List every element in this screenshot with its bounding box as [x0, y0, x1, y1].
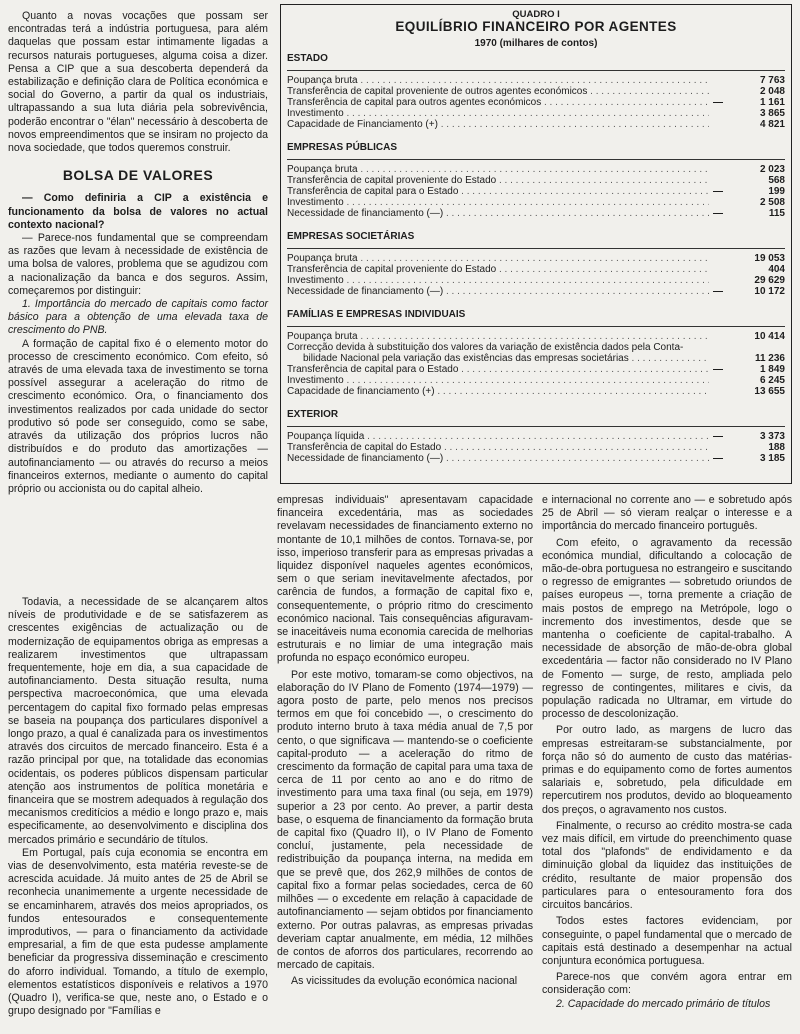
row-label: Transferência de capital proveniente do Estado . . .: [287, 264, 709, 275]
row-label: Poupança bruta . . .: [287, 164, 709, 175]
table-section: [287, 142, 785, 219]
table-row: [287, 97, 785, 108]
table-section-title: ESTADO: [287, 53, 328, 64]
row-sign: —: [713, 286, 723, 297]
row-value: 3 865: [759, 108, 785, 119]
paragraph: A formação de capital fixo é o elemento motor do processo de crescimento económico. Com efeito, só através de uma elevada taxa de investimento se torna possível assegurar a aceleração do ritmo de crescimento económico. Ora, o financiamento dos investimentos realizados por cada unidade do sector produtivo só pode ser conseguido, como se sabe, através da utilização dos próprios lucros não distribuídos e do produto das amortizações — autofinanciamento — ou através do recurso a meios financeiros externos, mediante o aumento do capital próprio ou accionista ou do capital alheio.: [8, 337, 268, 495]
row-value: 3 185: [759, 453, 785, 464]
table-row: [287, 208, 785, 219]
row-value: 188: [768, 442, 785, 453]
table-row: [287, 431, 785, 442]
table-row: [287, 186, 785, 197]
paragraph: Parece-nos que convém agora entrar em consideração com:: [542, 971, 792, 997]
table-row: [287, 331, 785, 342]
section-heading: BOLSA DE VALORES: [62, 167, 214, 184]
row-label: Investimento . . .: [287, 197, 709, 208]
row-label: Poupança bruta . . .: [287, 331, 709, 342]
row-label: Investimento . . .: [287, 275, 709, 286]
row-value: 1 161: [759, 97, 785, 108]
numbered-item: 2. Capacidade do mercado primário de títulos: [556, 997, 771, 1010]
table-row: [287, 264, 785, 275]
row-label: Necessidade de financiamento (—) . . .: [287, 286, 709, 297]
row-value: 3 373: [759, 431, 785, 442]
table-row: [287, 119, 785, 130]
table-row: [287, 342, 785, 364]
table-row: [287, 386, 785, 397]
table-row: [287, 86, 785, 97]
row-label: Necessidade de financiamento (—) . . .: [287, 453, 709, 464]
table-row: [287, 108, 785, 119]
row-value: 13 655: [754, 386, 785, 397]
paragraph: Finalmente, o recurso ao crédito mostra-se cada vez mais difícil, em virtude do preenchimento quase total dos "plafonds" de endividamento e da diminuição global da liquidez das instituições de crédito, resultante de maior propensão dos particulares para o entesouramento fora dos circuitos bancários.: [542, 819, 792, 912]
row-value: 115: [768, 208, 785, 219]
article-column-2: [277, 494, 533, 989]
numbered-item: 1. Importância do mercado de capitais como factor básico para a obtenção de uma elevada taxa de crescimento do PNB.: [8, 298, 268, 337]
row-value: 4 821: [759, 119, 785, 130]
table-section-title: FAMÍLIAS E EMPRESAS INDIVIDUAIS: [287, 309, 466, 320]
row-label-line: Correcção devida à substituição dos valores da variação de existência dados pela Conta-: [287, 342, 684, 353]
row-label: Necessidade de financiamento (—) . . .: [287, 208, 709, 219]
row-sign: —: [713, 97, 723, 108]
interview-question: — Como definiria a CIP a existência e funcionamento da bolsa de valores no actual contexto nacional?: [8, 192, 268, 231]
table-row: [287, 164, 785, 175]
table-row: [287, 286, 785, 297]
table-row: [287, 75, 785, 86]
row-label: Transferência de capital para o Estado . . .: [287, 364, 709, 375]
row-label: Transferência de capital proveniente do Estado . . .: [287, 175, 709, 186]
table-row: [287, 197, 785, 208]
table-row: [287, 275, 785, 286]
row-value: 6 245: [759, 375, 785, 386]
row-value: 404: [768, 264, 785, 275]
paragraph: Quanto a novas vocações que possam ser encontradas terá a indústria portuguesa, para além daquelas que possam estar intimamente ligadas a recursos naturais portugueses, alguma coisa a dizer. Pensa a CIP que a sua descoberta dependerá da estabilização e definição clara de Política económica e social do Governo, a partir da qual os industriais, ultrapassando a sua luta diária pela sobrevivência, poderão encontrar o "élan" necessário à descoberta de novos empreendimentos que se insiram no projecto da nova sociedade, que todos queremos construir.: [8, 10, 268, 155]
paragraph: Todavia, a necessidade de se alcançarem altos níveis de produtividade e de se satisfazerem as crescentes exigências de actualização ou de modernização de equipamentos obriga as empresas a realizarem investimentos que ultrapassam frequentemente, hoje em dia, a sua capacidade de autofinanciamento. Desta situação resulta, numa perspectiva macroeconómica, que uma elevada percentagem do capital fixo formado pelas empresas se baseia na poupança dos particulares disponível a longo prazo, a qual é canalizada para os investimentos através dos circuitos de mercado financeiro. Esta é a razão principal por que, na totalidade das economias ocidentais, os poderes públicos dispensam particular atenção aos instrumentos de política monetária e financeira que se mostrem adequados à regulação dos mecanismos creditícios a médio e longo prazo e, mais especificamente, ao desenvolvimento e disciplina dos mercados primário e secundário de títulos.: [8, 596, 268, 846]
article-column-3: [542, 494, 792, 1011]
table-row: [287, 175, 785, 186]
row-value: 1 849: [759, 364, 785, 375]
row-sign: —: [713, 431, 723, 442]
paragraph: empresas individuais" apresentavam capacidade financeira excedentária, mas as sociedades revelavam necessidades de financiamento externo no montante de 10,1 milhões de contos. Tornava-se, por isso, imperioso transferir para as empresas privadas a liquidez disponível naqueles agentes económicos, sem o que seriam inevitavelmente afectados, por carência de fundos, a formação de capital fixo e, consequentemente, o próprio ritmo do crescimento económico nacional. Tais consequências afiguravam-se inaceitáveis numa economia carecida de melhorias estruturais e no limiar de uma integração mais profunda no espaço económico europeu.: [277, 494, 533, 665]
table-section-title: EXTERIOR: [287, 409, 339, 420]
row-value: 2 023: [759, 164, 785, 175]
row-label-continuation: bilidade Nacional pela variação das existências das empresas societárias . . .: [287, 353, 709, 364]
article-column-1-bottom: [8, 596, 268, 1019]
paragraph: Por outro lado, as margens de lucro das empresas estreitaram-se substancialmente, por força não só do aumento de custo das matérias-primas e do equipamento como de fortes aumentos salariais e, sobretudo, pela dificuldade em repercutirem nos produtos, devido ao bloqueamento dos preços, o agravamento nos custos.: [542, 724, 792, 816]
row-label: Investimento . . .: [287, 375, 709, 386]
table-row: [287, 442, 785, 453]
paragraph: Com efeito, o agravamento da recessão económica mundial, dificultando a colocação de mão-de-obra portuguesa no estrangeiro e suscitando o regresso de emigrantes — sobretudo oriundos de países europeus —, torna premente a criação de mais postos de emprego na Metrópole, logo o incremento dos investimentos, desde que se mantenha o coeficiente de capital-trabalho. A necessidade de absorção de mão-de-obra global excedentária — factor não considerado no IV Plano de Fomento — surge, de resto, ampliada pelo regresso de contingentes, militares e civis, da população radicada no Ultramar, em virtude do processo de descolonização.: [542, 536, 792, 721]
row-label: Poupança líquida . . .: [287, 431, 709, 442]
row-label: Transferência de capital para o Estado . . .: [287, 186, 709, 197]
table-section-title: EMPRESAS SOCIETÁRIAS: [287, 231, 415, 242]
table-section: [287, 409, 785, 464]
table-section: [287, 309, 785, 397]
paragraph: Todos estes factores evidenciam, por conseguinte, o papel fundamental que o mercado de capitais está destinado a desempenhar na actual conjuntura económica portuguesa.: [542, 915, 792, 967]
row-sign: —: [713, 453, 723, 464]
article-column-1-top: [8, 10, 268, 496]
row-sign: —: [713, 208, 723, 219]
row-label: Capacidade de financiamento (+) . . .: [287, 386, 709, 397]
row-sign: —: [713, 364, 723, 375]
row-value: 568: [768, 175, 785, 186]
paragraph: As vicissitudes da evolução económica nacional: [291, 975, 518, 988]
row-label: [287, 342, 709, 364]
row-value: 199: [768, 186, 785, 197]
table-label: QUADRO I: [512, 9, 560, 20]
row-label: Transferência de capital para outros agentes económicos . . .: [287, 97, 709, 108]
table-section: [287, 231, 785, 297]
row-value: 2 048: [759, 86, 785, 97]
row-sign: —: [713, 186, 723, 197]
row-label: Poupança bruta . . .: [287, 253, 709, 264]
row-label: Transferência de capital do Estado . . .: [287, 442, 709, 453]
table-sections: [287, 53, 785, 464]
row-value: 10 414: [754, 331, 785, 342]
table-title: EQUILÍBRIO FINANCEIRO POR AGENTES: [395, 19, 677, 34]
row-value: 19 053: [754, 253, 785, 264]
quadro-table: [280, 4, 792, 484]
table-row: [287, 253, 785, 264]
paragraph: — Parece-nos fundamental que se compreendam as razões que levam à necessidade de existência de uma bolsa de valores, problema que se agudizou com a nacionalização da banca e dos seguros. Assim, começaremos por distinguir:: [8, 232, 268, 297]
row-label: Transferência de capital proveniente de outros agentes económicos . . .: [287, 86, 709, 97]
paragraph: Por este motivo, tomaram-se como objectivos, na elaboração do IV Plano de Fomento (1974—1979) — agora posto de parte, pelo menos nos precisos termos em que foi concebido —, o crescimento do produto interno bruto à taxa média anual de 7,5 por cento, o que significava — mantendo-se o coeficiente capital-produto — a aceleração do ritmo de crescimento da formação de capital para uma taxa de cerca de 11 por cento ao ano e do ritmo de investimento para uma taxa final (ou seja, em 1979) superior a 23 por cento. Ao prever, a partir desta base, o esquema de financiamento da formação bruta de capital fixo (Quadro II), o IV Plano de Fomento concluí, justamente, pela necessidade de redistribuição da poupança interna, na medida em que se prevê que, dos 262,9 milhões de contos de capital fixo a formar pelas sociedades, cerca de 60 milhões — o excedente em relação à capacidade de autofinanciamento — sejam obtidos por financiamento externo. Por outras palavras, as empresas privadas deveriam captar anualmente, em média, 12 milhões de contos de aforros dos particulares, recorrendo ao mercado de capitais.: [277, 668, 533, 972]
paragraph: Em Portugal, país cuja economia se encontra em vias de desenvolvimento, esta matéria reveste-se de acrescida acuidade. Já muito antes de 25 de Abril se reconhecia unanimemente a urgente necessidade de se encaminharem, através dos meios apropriados, os fundos entesourados e consequentemente improdutivos, — para o financiamento da actividade empresarial, a fim de que esta pudesse amplamente beneficiar da progressiva disseminação e crescimento do aforro individual. Tomando, a título de exemplo, elementos estatísticos disponíveis e relativos a 1970 (Quadro I), verifica-se que, neste ano, o Estado e o grupo designado por "Famílias e: [8, 846, 268, 1018]
table-subtitle: 1970 (milhares de contos): [474, 38, 598, 49]
table-section-title: EMPRESAS PÚBLICAS: [287, 142, 398, 153]
row-value: 7 763: [759, 75, 785, 86]
table-section: [287, 53, 785, 130]
table-row: [287, 364, 785, 375]
row-label: Capacidade de Financiamento (+) . . .: [287, 119, 709, 130]
row-value: 11 236: [754, 353, 785, 364]
paragraph: e internacional no corrente ano — e sobretudo após 25 de Abril — só vieram realçar o interesse e a importância do mercado financeiro português.: [542, 494, 792, 533]
row-value: 10 172: [754, 286, 785, 297]
row-label: Poupança bruta . . .: [287, 75, 709, 86]
table-row: [287, 375, 785, 386]
row-label: Investimento . . .: [287, 108, 709, 119]
row-value: 29 629: [754, 275, 785, 286]
row-value: 2 508: [759, 197, 785, 208]
table-row: [287, 453, 785, 464]
